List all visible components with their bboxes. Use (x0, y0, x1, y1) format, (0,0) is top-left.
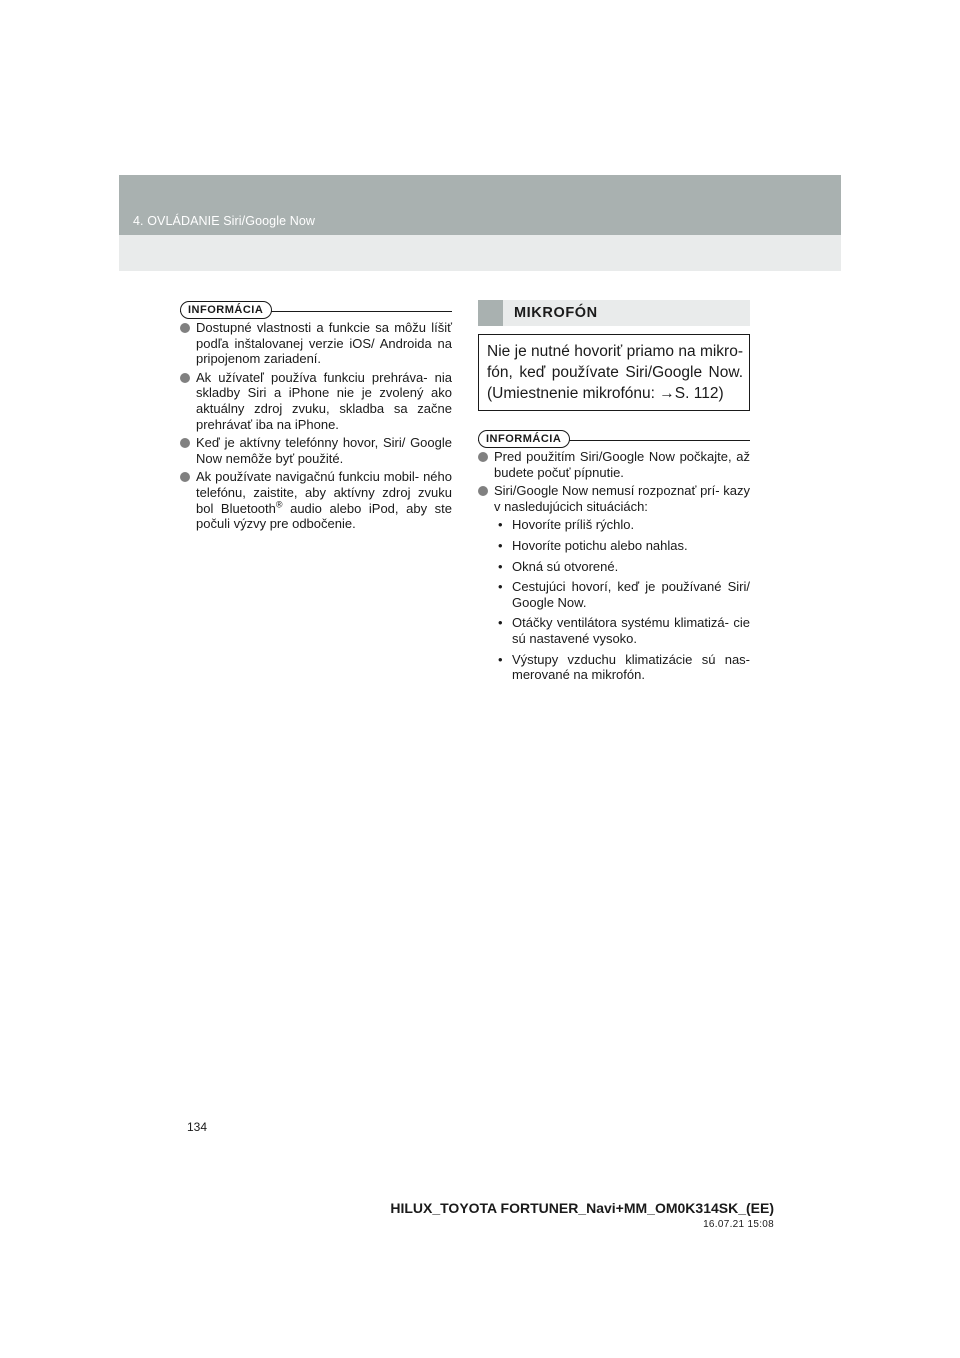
right-column (478, 300, 750, 688)
list-item: Pred použitím Siri/Google Now počkajte, až budete počuť pípnutie. (478, 449, 750, 480)
sub-list-item: • Okná sú otvorené. (498, 558, 619, 574)
dot-icon: • (498, 517, 503, 533)
sub-list-item: • Hovoríte potichu alebo nahlas. (498, 537, 688, 553)
list-item: Ak používate navigačnú funkciu mobil- ného telefónu, zaistite, aby aktívny zdroj zvuku bol Bluetooth® audio alebo iPod, aby ste počuli výzvy pre odbočenie. (180, 469, 452, 531)
dot-icon: • (498, 558, 503, 574)
chapter-header-bar (119, 175, 841, 235)
section-title: MIKROFÓN (514, 305, 598, 321)
list-item: Dostupné vlastnosti a funkcie sa môžu líšiť podľa inštalovanej verzie iOS/ Androida na pripojenom zariadení. (180, 320, 452, 367)
bullet-icon (478, 452, 488, 462)
document-title: HILUX_TOYOTA FORTUNER_Navi+MM_OM0K314SK_(EE) (390, 1200, 774, 1216)
dot-icon: • (498, 651, 503, 667)
info-block (478, 429, 750, 683)
list-item: Siri/Google Now nemusí rozpoznať prí- kazy v nasledujúcich situáciách: • Hovoríte príliš rýchlo. • Hovoríte potichu alebo nahlas. • Okná sú otvorené. • Cestujúci hovorí, keď je používané Siri/ Google Now. • Otáčky ventilátora systému klimatizá- cie sú nastavené vysoko. • Výstupy vzduchu klimatizácie sú nas- merované na mikrofón. (478, 483, 750, 683)
info-tag: INFORMÁCIA (180, 301, 272, 319)
list-item: Keď je aktívny telefónny hovor, Siri/ Google Now nemôže byť použité. (180, 435, 452, 466)
left-column (180, 300, 452, 535)
sub-list-item: • Otáčky ventilátora systému klimatizá- cie sú nastavené vysoko. (498, 615, 750, 646)
page-number: 134 (187, 1120, 208, 1134)
dot-icon: • (498, 537, 503, 553)
section-marker (478, 300, 503, 326)
bullet-icon (180, 323, 190, 333)
bullet-icon (478, 486, 488, 496)
dot-icon: • (498, 579, 503, 595)
sub-list (494, 517, 750, 682)
registered-mark: ® (275, 499, 283, 510)
bullet-icon (180, 472, 190, 482)
section-header (478, 300, 750, 326)
info-tag: INFORMÁCIA (478, 430, 570, 448)
sub-list-item: • Výstupy vzduchu klimatizácie sú nas- merované na mikrofón. (498, 651, 750, 683)
chapter-title: 4. OVLÁDANIE Siri/Google Now (133, 214, 316, 228)
bullet-icon (180, 438, 190, 448)
chapter-header (119, 175, 841, 271)
info-list (180, 320, 452, 532)
sub-list-item: • Hovoríte príliš rýchlo. (498, 517, 635, 533)
bullet-icon (180, 373, 190, 383)
note-box: Nie je nutné hovoriť priamo na mikro- fón, keď používate Siri/Google Now. (Umiestnenie mikrofónu: →S. 112) (478, 334, 750, 411)
list-item: Ak užívateľ používa funkciu prehráva- nia skladby Siri a iPhone nie je zvolený ako aktuálny zdroj zvuku, skladba sa začne prehrávať iba na iPhone. (180, 370, 452, 432)
sub-list-item: • Cestujúci hovorí, keď je používané Siri/ Google Now. (498, 579, 750, 610)
dot-icon: • (498, 615, 503, 631)
info-list (478, 449, 750, 683)
print-stamp: 16.07.21 15:08 (703, 1219, 774, 1230)
